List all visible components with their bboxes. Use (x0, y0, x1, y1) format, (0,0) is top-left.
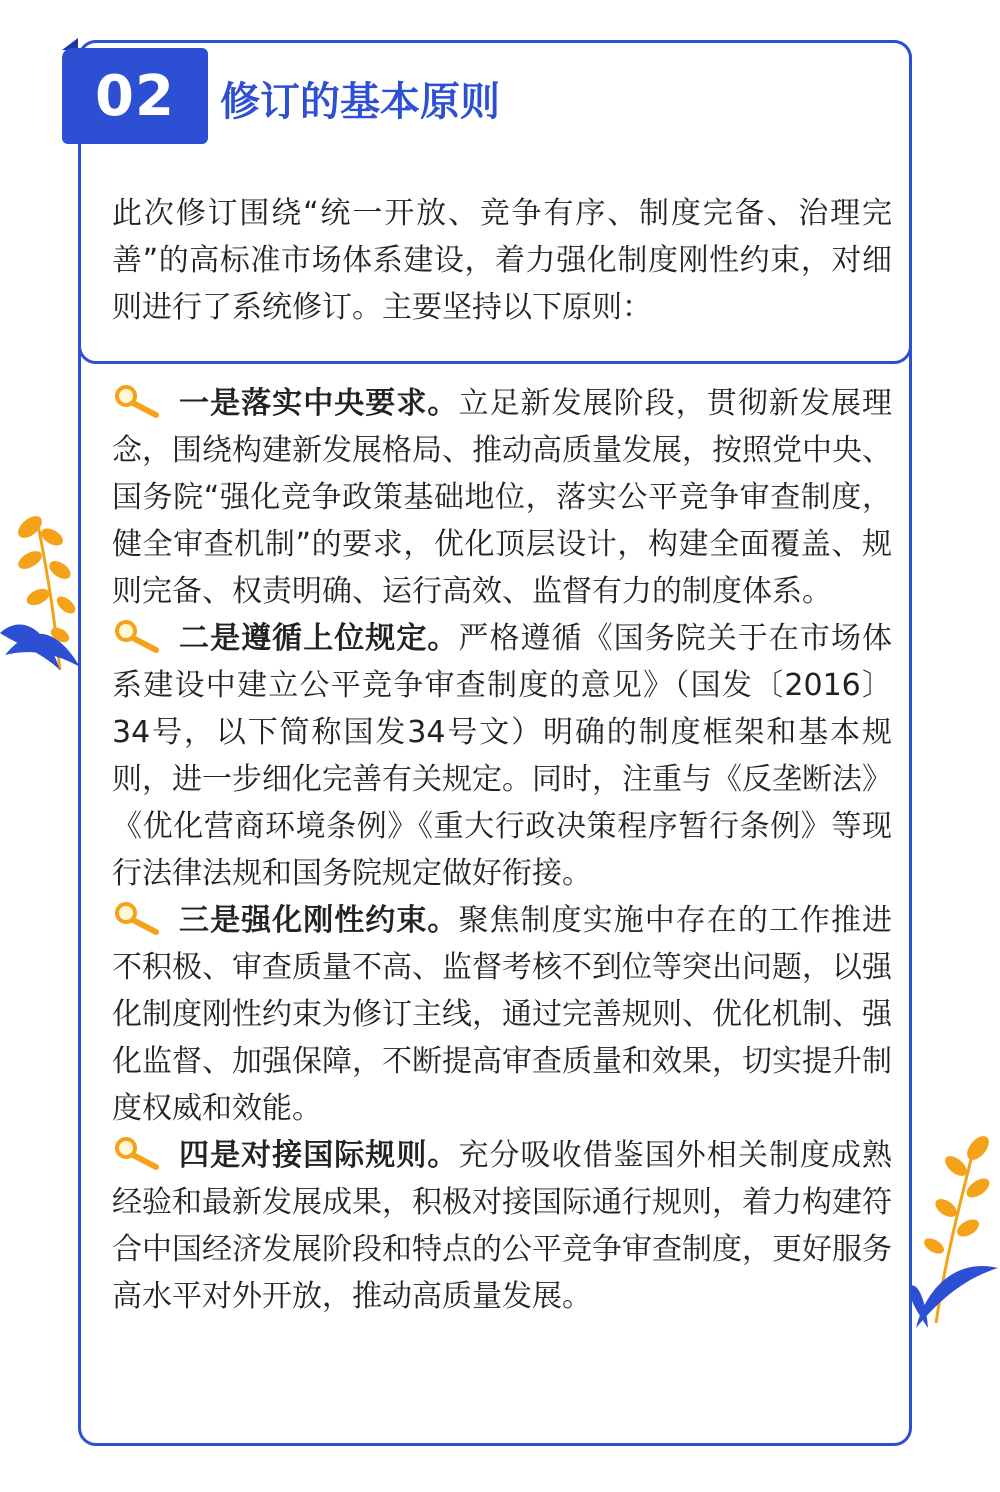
principle-body: 严格遵循《国务院关于在市场体系建设中建立公平竞争审查制度的意见》（国发〔2016〕34号，以下简称国发34号文）明确的制度框架和基本规则，进一步细化完善有关规定。同时，注重与《反垄断法》《优化营商环境条例》《重大行政决策程序暂行条例》等现行法律法规和国务院规定做好衔接。 (112, 621, 893, 891)
principle-item (112, 1132, 892, 1320)
magnifier-icon (112, 1135, 164, 1171)
principle-item (112, 897, 892, 1132)
intro-paragraph: 此次修订围绕“统一开放、竞争有序、制度完备、治理完善”的高标准市场体系建设，着力强化制度刚性约束，对细则进行了系统修订。主要坚持以下原则： (112, 196, 892, 325)
magnifier-icon (112, 383, 164, 419)
principle-body: 充分吸收借鉴国外相关制度成熟经验和最新发展成果，积极对接国际通行规则，着力构建符合中国经济发展阶段和特点的公平竞争审查制度，更好服务高水平对外开放，推动高质量发展。 (112, 1138, 893, 1314)
section-number-badge: 02 (62, 48, 208, 144)
plant-decoration-left (0, 505, 86, 675)
principle-item (112, 380, 892, 615)
principles-list (112, 380, 892, 1320)
principle-heading: 一是落实中央要求。 (178, 386, 459, 421)
principle-heading: 四是对接国际规则。 (178, 1138, 459, 1173)
principle-heading: 二是遵循上位规定。 (178, 621, 459, 656)
magnifier-icon (112, 900, 164, 936)
principle-item (112, 615, 892, 897)
principle-body: 聚焦制度实施中存在的工作推进不积极、审查质量不高、监督考核不到位等突出问题，以强化制度刚性约束为修订主线，通过完善规则、优化机制、强化监督、加强保障，不断提高审查质量和效果，切实提升制度权威和效能。 (112, 903, 893, 1126)
magnifier-icon (112, 618, 164, 654)
section-title: 修订的基本原则 (220, 79, 500, 125)
principle-heading: 三是强化刚性约束。 (178, 903, 459, 938)
plant-decoration-right (906, 1128, 1000, 1328)
principle-body: 立足新发展阶段，贯彻新发展理念，围绕构建新发展格局、推动高质量发展，按照党中央、国务院“强化竞争政策基础地位，落实公平竞争审查制度，健全审查机制”的要求，优化顶层设计，构建全面覆盖、规则完备、权责明确、运行高效、监督有力的制度体系。 (112, 386, 893, 609)
